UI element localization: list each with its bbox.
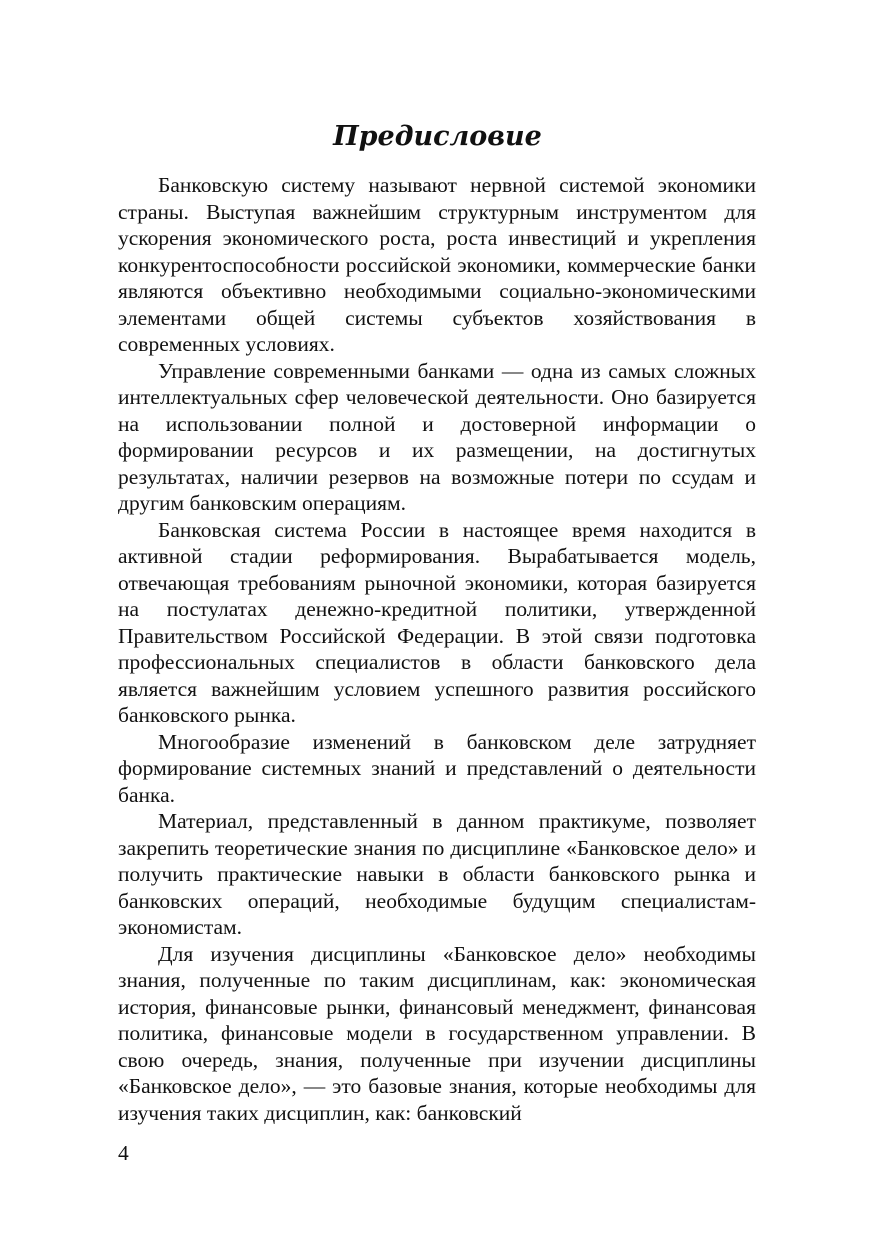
page-number: 4 (118, 1141, 129, 1165)
body-text (118, 172, 756, 1126)
paragraph-4: Многообразие изменений в банковском деле затрудняет формирование системных знаний и представлений о деятельности банка. (118, 729, 756, 807)
paragraph-3: Банковская система России в настоящее время находится в активной стадии реформирования. Вырабатывается модель, отвечающая требованиям рыночной экономики, которая базируется на постулатах денежно-кредитной политики, утвержденной Правительством Российской Федерации. В этой связи подготовка профессиональных специалистов в области банковского дела является важнейшим условием успешного развития российского банковского рынка. (118, 517, 756, 727)
paragraph-2: Управление современными банками — одна из самых сложных интеллектуальных сфер человеческой деятельности. Оно базируется на использовании полной и достоверной информации о формировании ресурсов и их размещении, на достигнутых результатах, наличии резервов на возможные потери по ссудам и другим банковским операциям. (118, 358, 756, 515)
paragraph-1: Банковскую систему называют нервной системой экономики страны. Выступая важнейшим структурным инструментом для ускорения экономического роста, роста инвестиций и укрепления конкурентоспособности российской экономики, коммерческие банки являются объективно необходимыми социально-экономическими элементами общей системы субъектов хозяйствования в современных условиях. (118, 173, 756, 356)
paragraph-5: Материал, представленный в данном практикуме, позволяет закрепить теоретические знания по дисциплине «Банковское дело» и получить практические навыки в области банковского рынка и банковских операций, необходимые будущим специалистам-экономистам. (118, 809, 756, 939)
page-title: Предисловие (333, 121, 542, 152)
paragraph-6: Для изучения дисциплины «Банковское дело» необходимы знания, полученные по таким дисциплинам, как: экономическая история, финансовые рынки, финансовый менеджмент, финансовая политика, финансовые модели в государственном управлении. В свою очередь, знания, полученные при изучении дисциплины «Банковское дело», — это базовые знания, которые необходимы для изучения таких дисциплин, как: банковский (118, 941, 756, 1125)
